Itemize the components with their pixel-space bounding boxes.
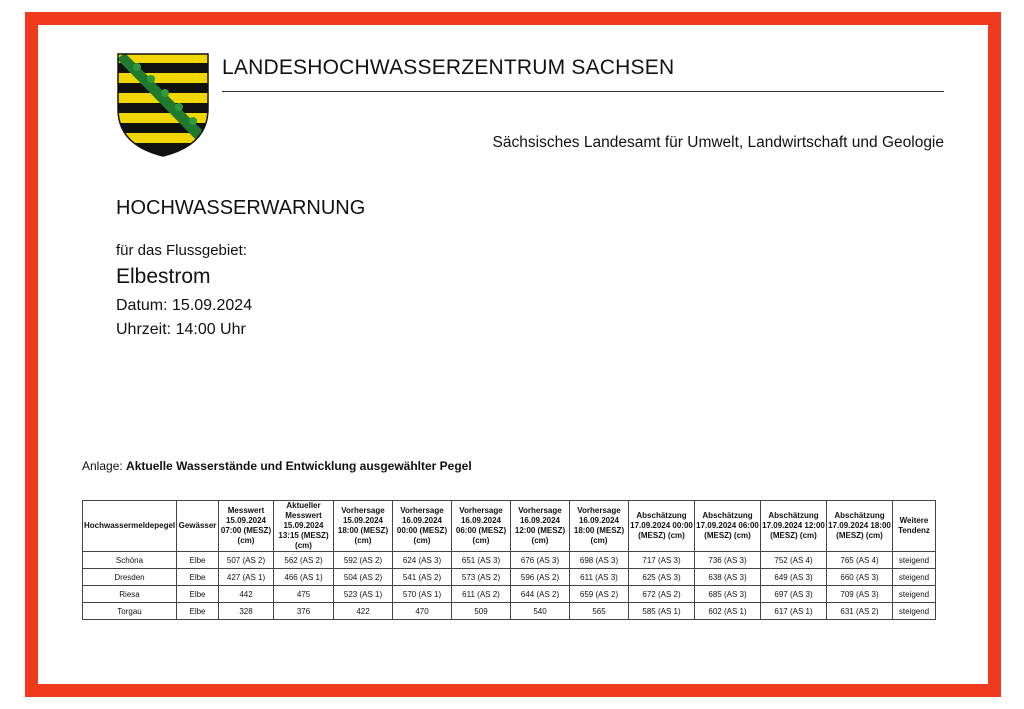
table-cell: 442 <box>219 586 274 603</box>
table-cell: 376 <box>274 603 334 620</box>
table-cell: steigend <box>893 552 936 569</box>
table-cell: steigend <box>893 586 936 603</box>
table-cell: 585 (AS 1) <box>629 603 695 620</box>
table-cell: 676 (AS 3) <box>511 552 570 569</box>
table-cell: Elbe <box>177 552 219 569</box>
table-cell: 625 (AS 3) <box>629 569 695 586</box>
table-cell: Riesa <box>83 586 177 603</box>
table-cell: 624 (AS 3) <box>393 552 452 569</box>
table-cell: 328 <box>219 603 274 620</box>
table-cell: 659 (AS 2) <box>570 586 629 603</box>
column-header: Abschätzung 17.09.2024 06:00 (MESZ) (cm) <box>695 501 761 552</box>
table-cell: 466 (AS 1) <box>274 569 334 586</box>
table-cell: 570 (AS 1) <box>393 586 452 603</box>
column-header: Vorhersage 15.09.2024 18:00 (MESZ) (cm) <box>334 501 393 552</box>
column-header: Aktueller Messwert 15.09.2024 13:15 (MESZ) (cm) <box>274 501 334 552</box>
table-cell: 660 (AS 3) <box>827 569 893 586</box>
annex-prefix: Anlage: <box>82 459 127 473</box>
table-cell: steigend <box>893 603 936 620</box>
table-cell: 611 (AS 3) <box>570 569 629 586</box>
table-cell: Torgau <box>83 603 177 620</box>
table-cell: 638 (AS 3) <box>695 569 761 586</box>
table-cell: 644 (AS 2) <box>511 586 570 603</box>
table-cell: 736 (AS 3) <box>695 552 761 569</box>
table-cell: 709 (AS 3) <box>827 586 893 603</box>
org-subtitle: Sächsisches Landesamt für Umwelt, Landwirtschaft und Geologie <box>492 134 944 151</box>
table-cell: 475 <box>274 586 334 603</box>
annex-title: Aktuelle Wasserstände und Entwicklung ausgewählter Pegel <box>126 459 472 473</box>
table-cell: 602 (AS 1) <box>695 603 761 620</box>
column-header: Abschätzung 17.09.2024 12:00 (MESZ) (cm) <box>761 501 827 552</box>
table-row <box>83 603 936 620</box>
table-cell: 541 (AS 2) <box>393 569 452 586</box>
table-cell: 565 <box>570 603 629 620</box>
table-cell: 717 (AS 3) <box>629 552 695 569</box>
table-cell: steigend <box>893 569 936 586</box>
gauge-levels-table <box>82 500 936 620</box>
table-cell: 592 (AS 2) <box>334 552 393 569</box>
column-header: Hochwassermeldepegel <box>83 501 177 552</box>
warning-date: Datum: 15.09.2024 <box>116 297 253 314</box>
table-cell: 685 (AS 3) <box>695 586 761 603</box>
table-cell: 427 (AS 1) <box>219 569 274 586</box>
saxony-coat-of-arms-icon <box>117 53 209 157</box>
table-cell: Elbe <box>177 569 219 586</box>
table-cell: 507 (AS 2) <box>219 552 274 569</box>
column-header: Messwert 15.09.2024 07:00 (MESZ) (cm) <box>219 501 274 552</box>
basin-name: Elbestrom <box>116 265 211 288</box>
column-header: Abschätzung 17.09.2024 18:00 (MESZ) (cm) <box>827 501 893 552</box>
table-cell: 765 (AS 4) <box>827 552 893 569</box>
table-cell: 611 (AS 2) <box>452 586 511 603</box>
warning-time: Uhrzeit: 14:00 Uhr <box>116 321 246 338</box>
table-cell: 617 (AS 1) <box>761 603 827 620</box>
table-cell: Dresden <box>83 569 177 586</box>
table-cell: 698 (AS 3) <box>570 552 629 569</box>
table-cell: 573 (AS 2) <box>452 569 511 586</box>
table-cell: 672 (AS 2) <box>629 586 695 603</box>
table-cell: 697 (AS 3) <box>761 586 827 603</box>
table-row <box>83 552 936 569</box>
column-header: Vorhersage 16.09.2024 00:00 (MESZ) (cm) <box>393 501 452 552</box>
table-cell: Elbe <box>177 586 219 603</box>
org-title: LANDESHOCHWASSERZENTRUM SACHSEN <box>222 56 675 79</box>
table-cell: 509 <box>452 603 511 620</box>
table-cell: Schöna <box>83 552 177 569</box>
column-header: Vorhersage 16.09.2024 06:00 (MESZ) (cm) <box>452 501 511 552</box>
table-cell: 470 <box>393 603 452 620</box>
table-cell: 422 <box>334 603 393 620</box>
column-header: Vorhersage 16.09.2024 18:00 (MESZ) (cm) <box>570 501 629 552</box>
table-cell: 752 (AS 4) <box>761 552 827 569</box>
table-row <box>83 569 936 586</box>
column-header: Weitere Tendenz <box>893 501 936 552</box>
table-cell: 504 (AS 2) <box>334 569 393 586</box>
table-row <box>83 586 936 603</box>
table-cell: 631 (AS 2) <box>827 603 893 620</box>
column-header: Gewässer <box>177 501 219 552</box>
table-cell: Elbe <box>177 603 219 620</box>
table-cell: 540 <box>511 603 570 620</box>
table-cell: 596 (AS 2) <box>511 569 570 586</box>
table-cell: 651 (AS 3) <box>452 552 511 569</box>
table-cell: 649 (AS 3) <box>761 569 827 586</box>
column-header: Abschätzung 17.09.2024 00:00 (MESZ) (cm) <box>629 501 695 552</box>
table-cell: 523 (AS 1) <box>334 586 393 603</box>
table-header-row <box>83 501 936 552</box>
annex-caption <box>82 459 472 473</box>
header-divider <box>222 91 944 92</box>
table-cell: 562 (AS 2) <box>274 552 334 569</box>
column-header: Vorhersage 16.09.2024 12:00 (MESZ) (cm) <box>511 501 570 552</box>
basin-label: für das Flussgebiet: <box>116 242 247 259</box>
warning-title: HOCHWASSERWARNUNG <box>116 197 366 219</box>
